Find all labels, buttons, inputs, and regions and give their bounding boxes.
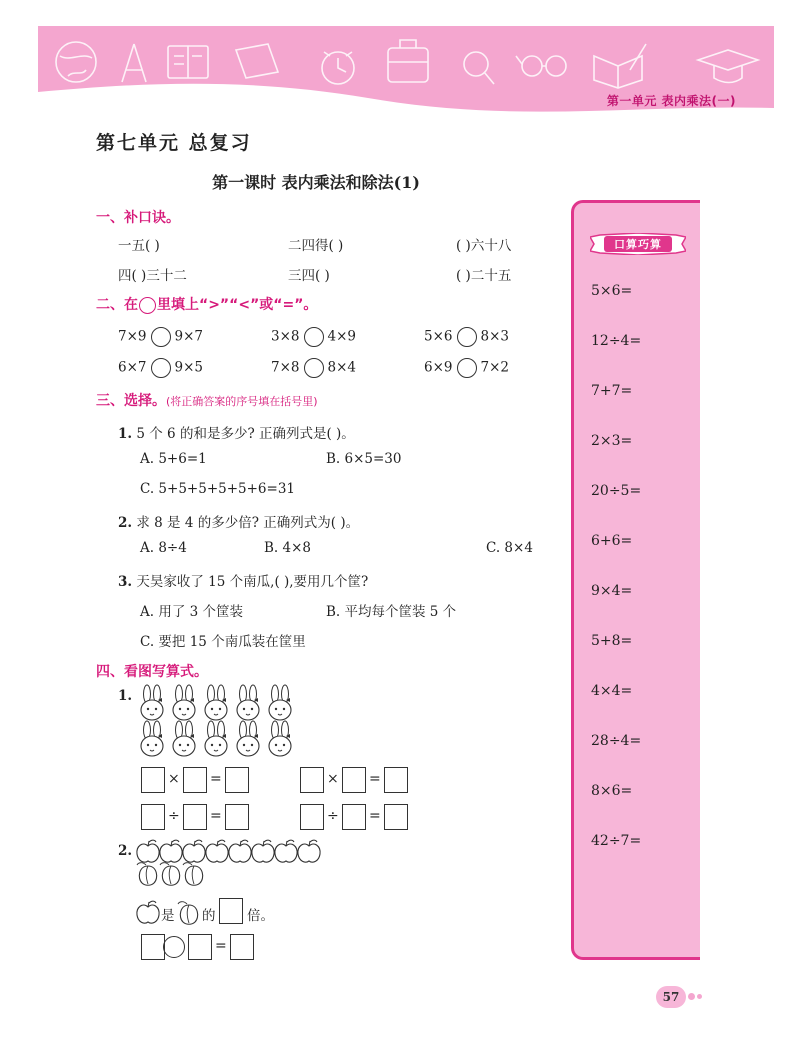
question-number: 1. (118, 688, 133, 704)
option-b[interactable]: B. 4×8 (264, 540, 311, 556)
equals-sign: = (369, 808, 381, 824)
koujue-item: 二四得( ) (288, 238, 344, 254)
section2-title-pre: 二、在 (96, 297, 138, 313)
koujue-item: 四( )三十二 (118, 268, 187, 284)
sidebar-problem: 2×3= (591, 433, 633, 449)
koujue-item: 三四( ) (288, 268, 330, 284)
compare-item (424, 327, 509, 347)
sidebar-badge: 口算巧算 (614, 238, 662, 251)
compare-left: 3×8 (271, 328, 300, 345)
equals-sign: = (369, 771, 381, 787)
decor-dot (697, 994, 702, 999)
decor-dot (688, 993, 695, 1000)
question-text: 求 8 是 4 的多少倍? 正确列式为( )。 (136, 515, 360, 531)
answer-box[interactable] (300, 767, 324, 793)
compare-item (271, 327, 356, 347)
question-text: 天昊家收了 15 个南瓜,( ),要用几个筐? (136, 574, 369, 590)
answer-box[interactable] (188, 934, 212, 960)
sidebar-problem: 7+7= (591, 383, 633, 399)
question-3 (118, 570, 368, 590)
answer-box[interactable] (183, 767, 207, 793)
question-number: 2. (118, 515, 133, 531)
koujue-item: 一五( ) (118, 238, 160, 254)
option-b[interactable]: B. 平均每个筐装 5 个 (326, 604, 457, 620)
section2-title-post: 里填上“>”“<”或“=”。 (157, 297, 318, 313)
answer-box[interactable] (342, 767, 366, 793)
sidebar-problem: 8×6= (591, 783, 633, 799)
answer-box[interactable] (384, 767, 408, 793)
sidebar-problem: 9×4= (591, 583, 633, 599)
question-text: 5 个 6 的和是多少? 正确列式是( )。 (136, 426, 355, 442)
sidebar-problem: 6+6= (591, 533, 633, 549)
section3-title-text: 三、选择。 (96, 393, 166, 409)
compare-right: 7×2 (480, 359, 509, 376)
apple-icon (136, 900, 160, 926)
compare-left: 6×7 (118, 359, 147, 376)
option-a[interactable]: A. 5+6=1 (140, 451, 207, 467)
compare-left: 7×9 (118, 328, 147, 345)
sentence-times: 倍。 (247, 908, 274, 924)
sidebar-problem: 5+8= (591, 633, 633, 649)
compare-left: 5×6 (424, 328, 453, 345)
compare-left: 7×8 (271, 359, 300, 376)
compare-circle[interactable] (457, 358, 477, 378)
times-sign: × (327, 771, 339, 787)
equals-sign: = (215, 938, 227, 954)
sidebar-problem: 5×6= (591, 283, 633, 299)
equals-sign: = (210, 808, 222, 824)
compare-item (424, 358, 509, 378)
question-number: 3. (118, 574, 133, 590)
section2-title (96, 294, 317, 314)
circle-blank-icon (139, 297, 156, 314)
option-c[interactable]: C. 5+5+5+5+5+6=31 (140, 481, 296, 497)
compare-right: 8×4 (327, 359, 356, 376)
answer-box[interactable] (342, 804, 366, 830)
section4-title: 四、看图写算式。 (96, 664, 208, 680)
divide-sign: ÷ (168, 808, 180, 824)
peach-icon (177, 900, 201, 926)
equals-sign: = (210, 771, 222, 787)
answer-box[interactable] (384, 804, 408, 830)
unit-tag: 第一单元 表内乘法(一) (606, 94, 736, 108)
sidebar-problem: 4×4= (591, 683, 633, 699)
section3-title (96, 390, 318, 410)
rabbit-group-icon (138, 684, 298, 760)
page-number: 57 (656, 986, 686, 1008)
unit-title: 第七单元 总复习 (96, 132, 252, 154)
divide-sign: ÷ (327, 808, 339, 824)
compare-item (118, 327, 203, 347)
sidebar-problem: 12÷4= (591, 333, 642, 349)
question-1 (118, 422, 355, 442)
answer-box[interactable] (141, 767, 165, 793)
sentence-is: 是 (161, 908, 175, 924)
times-sign: × (168, 771, 180, 787)
answer-box[interactable] (141, 804, 165, 830)
sidebar-problem: 28÷4= (591, 733, 642, 749)
compare-circle[interactable] (151, 327, 171, 347)
sidebar-problem: 42÷7= (591, 833, 642, 849)
compare-right: 9×5 (174, 359, 203, 376)
compare-right: 4×9 (327, 328, 356, 345)
compare-circle[interactable] (304, 327, 324, 347)
answer-box[interactable] (219, 898, 243, 924)
answer-box[interactable] (225, 767, 249, 793)
operator-circle[interactable] (163, 936, 185, 958)
compare-circle[interactable] (457, 327, 477, 347)
option-c[interactable]: C. 8×4 (486, 540, 533, 556)
option-a[interactable]: A. 用了 3 个筐装 (140, 604, 244, 620)
option-b[interactable]: B. 6×5=30 (326, 451, 402, 467)
sidebar-problem: 20÷5= (591, 483, 642, 499)
option-a[interactable]: A. 8÷4 (140, 540, 187, 556)
koujue-item: ( )二十五 (456, 268, 512, 284)
question-number: 1. (118, 426, 133, 442)
compare-item (271, 358, 356, 378)
compare-left: 6×9 (424, 359, 453, 376)
compare-right: 8×3 (480, 328, 509, 345)
question-2 (118, 511, 359, 531)
answer-box[interactable] (300, 804, 324, 830)
sentence-of: 的 (202, 908, 216, 924)
koujue-item: ( )六十八 (456, 238, 512, 254)
compare-item (118, 358, 203, 378)
compare-right: 9×7 (174, 328, 203, 345)
compare-circle[interactable] (151, 358, 171, 378)
answer-box[interactable] (141, 934, 165, 960)
fruit-group-icon (136, 838, 326, 888)
section3-note: (将正确答案的序号填在括号里) (166, 395, 318, 408)
answer-box[interactable] (225, 804, 249, 830)
lesson-title: 第一课时 表内乘法和除法(1) (212, 173, 420, 192)
answer-box[interactable] (230, 934, 254, 960)
header-banner (38, 26, 774, 124)
section1-title: 一、补口诀。 (96, 210, 180, 226)
question-number: 2. (118, 843, 133, 859)
option-c[interactable]: C. 要把 15 个南瓜装在筐里 (140, 634, 306, 650)
compare-circle[interactable] (304, 358, 324, 378)
answer-box[interactable] (183, 804, 207, 830)
